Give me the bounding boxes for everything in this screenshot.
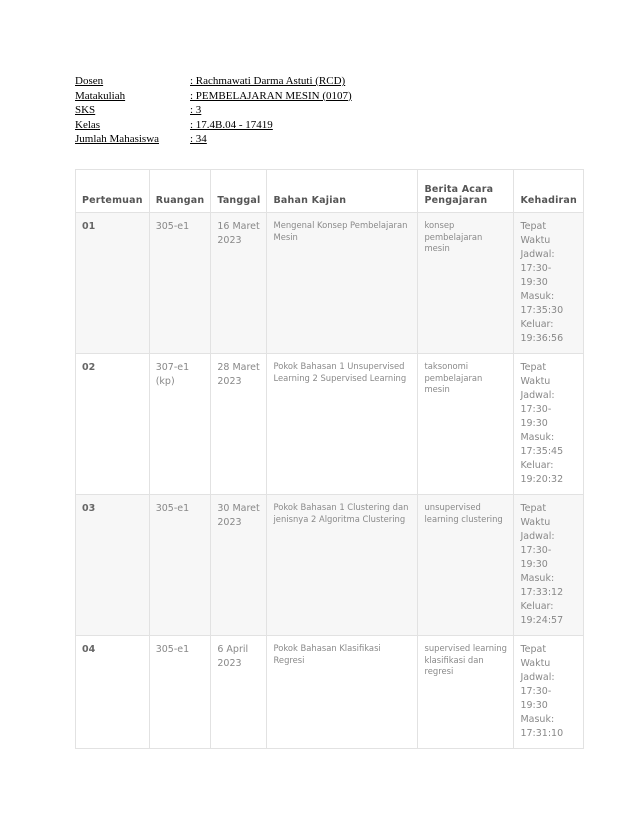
info-value: : 3 xyxy=(190,104,202,116)
kehadiran-line: 17:35:45 xyxy=(520,446,564,457)
info-label: Dosen xyxy=(75,75,104,87)
kehadiran-line: Masuk: xyxy=(520,291,555,302)
info-row-dosen xyxy=(75,74,352,89)
cell-bahan-kajian: Pokok Bahasan Klasifikasi Regresi xyxy=(267,636,418,749)
kehadiran-line: 19:30 xyxy=(520,700,548,711)
info-row-matakuliah xyxy=(75,89,352,104)
kehadiran-line: Jadwal: xyxy=(520,249,555,260)
cell-bahan-kajian: Mengenal Konsep Pembelajaran Mesin xyxy=(267,213,418,354)
cell-berita-acara: konsep pembelajaran mesin xyxy=(418,213,514,354)
kehadiran-line: 17:30- xyxy=(520,404,552,415)
kehadiran-line: 19:24:57 xyxy=(520,615,564,626)
cell-tanggal: 28 Maret 2023 xyxy=(211,354,267,495)
cell-ruangan: 305-e1 xyxy=(149,213,211,354)
kehadiran-line: 17:33:12 xyxy=(520,587,564,598)
header-berita-acara: Berita Acara Pengajaran xyxy=(418,170,514,213)
info-label: Jumlah Mahasiswa xyxy=(75,133,160,145)
kehadiran-line: Jadwal: xyxy=(520,390,555,401)
cell-bahan-kajian: Pokok Bahasan 1 Unsupervised Learning 2 Supervised Learning xyxy=(267,354,418,495)
cell-pertemuan: 02 xyxy=(76,354,150,495)
cell-ruangan: 305-e1 xyxy=(149,636,211,749)
info-row-sks xyxy=(75,103,352,118)
cell-pertemuan: 03 xyxy=(76,495,150,636)
info-value: : 17.4B.04 - 17419 xyxy=(190,118,273,131)
kehadiran-line: 17:31:10 xyxy=(520,728,564,739)
cell-bahan-kajian: Pokok Bahasan 1 Clustering dan jenisnya 2 Algoritma Clustering xyxy=(267,495,418,636)
kehadiran-line: Tepat xyxy=(520,644,547,655)
cell-kehadiran xyxy=(514,213,584,354)
kehadiran-line: Masuk: xyxy=(520,573,555,584)
cell-tanggal: 30 Maret 2023 xyxy=(211,495,267,636)
cell-tanggal: 6 April 2023 xyxy=(211,636,267,749)
cell-tanggal: 16 Maret 2023 xyxy=(211,213,267,354)
info-row-kelas xyxy=(75,118,352,133)
header-bahan-kajian: Bahan Kajian xyxy=(267,170,418,213)
cell-ruangan: 305-e1 xyxy=(149,495,211,636)
kehadiran-line: Tepat xyxy=(520,503,547,514)
kehadiran-line: Jadwal: xyxy=(520,531,555,542)
table-row xyxy=(76,354,584,495)
header-tanggal: Tanggal xyxy=(211,170,267,213)
header-ruangan: Ruangan xyxy=(149,170,211,213)
kehadiran-line: 19:30 xyxy=(520,418,548,429)
cell-kehadiran xyxy=(514,636,584,749)
cell-berita-acara: supervised learning klasifikasi dan regresi xyxy=(418,636,514,749)
kehadiran-line: Waktu xyxy=(520,376,551,387)
kehadiran-line: Keluar: xyxy=(520,460,554,471)
cell-pertemuan: 01 xyxy=(76,213,150,354)
info-label: Matakuliah xyxy=(75,89,126,102)
table-row xyxy=(76,495,584,636)
cell-berita-acara: taksonomi pembelajaran mesin xyxy=(418,354,514,495)
course-info xyxy=(75,74,352,147)
kehadiran-line: 17:35:30 xyxy=(520,305,564,316)
kehadiran-line: Tepat xyxy=(520,221,547,232)
info-value: : Rachmawati Darma Astuti (RCD) xyxy=(190,75,346,87)
kehadiran-line: Keluar: xyxy=(520,601,554,612)
kehadiran-line: 17:30- xyxy=(520,686,552,697)
kehadiran-line: Waktu xyxy=(520,517,551,528)
kehadiran-line: Jadwal: xyxy=(520,672,555,683)
header-pertemuan: Pertemuan xyxy=(76,170,150,213)
cell-ruangan: 307-e1 (kp) xyxy=(149,354,211,495)
cell-berita-acara: unsupervised learning clustering xyxy=(418,495,514,636)
kehadiran-line: 19:20:32 xyxy=(520,474,564,485)
info-value: : 34 xyxy=(190,133,207,145)
kehadiran-line: 19:30 xyxy=(520,559,548,570)
kehadiran-line: 17:30- xyxy=(520,263,552,274)
info-row-jumlah xyxy=(75,132,352,147)
table-row xyxy=(76,636,584,749)
info-value: : PEMBELAJARAN MESIN (0107) xyxy=(190,89,352,102)
kehadiran-line: Masuk: xyxy=(520,432,555,443)
attendance-table xyxy=(75,169,584,749)
header-kehadiran: Kehadiran xyxy=(514,170,584,213)
kehadiran-line: Tepat xyxy=(520,362,547,373)
cell-pertemuan: 04 xyxy=(76,636,150,749)
kehadiran-line: Waktu xyxy=(520,658,551,669)
cell-kehadiran xyxy=(514,354,584,495)
info-label: Kelas xyxy=(75,118,101,131)
kehadiran-line: 19:30 xyxy=(520,277,548,288)
kehadiran-line: 19:36:56 xyxy=(520,333,564,344)
kehadiran-line: Masuk: xyxy=(520,714,555,725)
info-label: SKS xyxy=(75,104,96,116)
table-row xyxy=(76,213,584,354)
kehadiran-line: Waktu xyxy=(520,235,551,246)
table-header-row xyxy=(76,170,584,213)
cell-kehadiran xyxy=(514,495,584,636)
kehadiran-line: 17:30- xyxy=(520,545,552,556)
kehadiran-line: Keluar: xyxy=(520,319,554,330)
